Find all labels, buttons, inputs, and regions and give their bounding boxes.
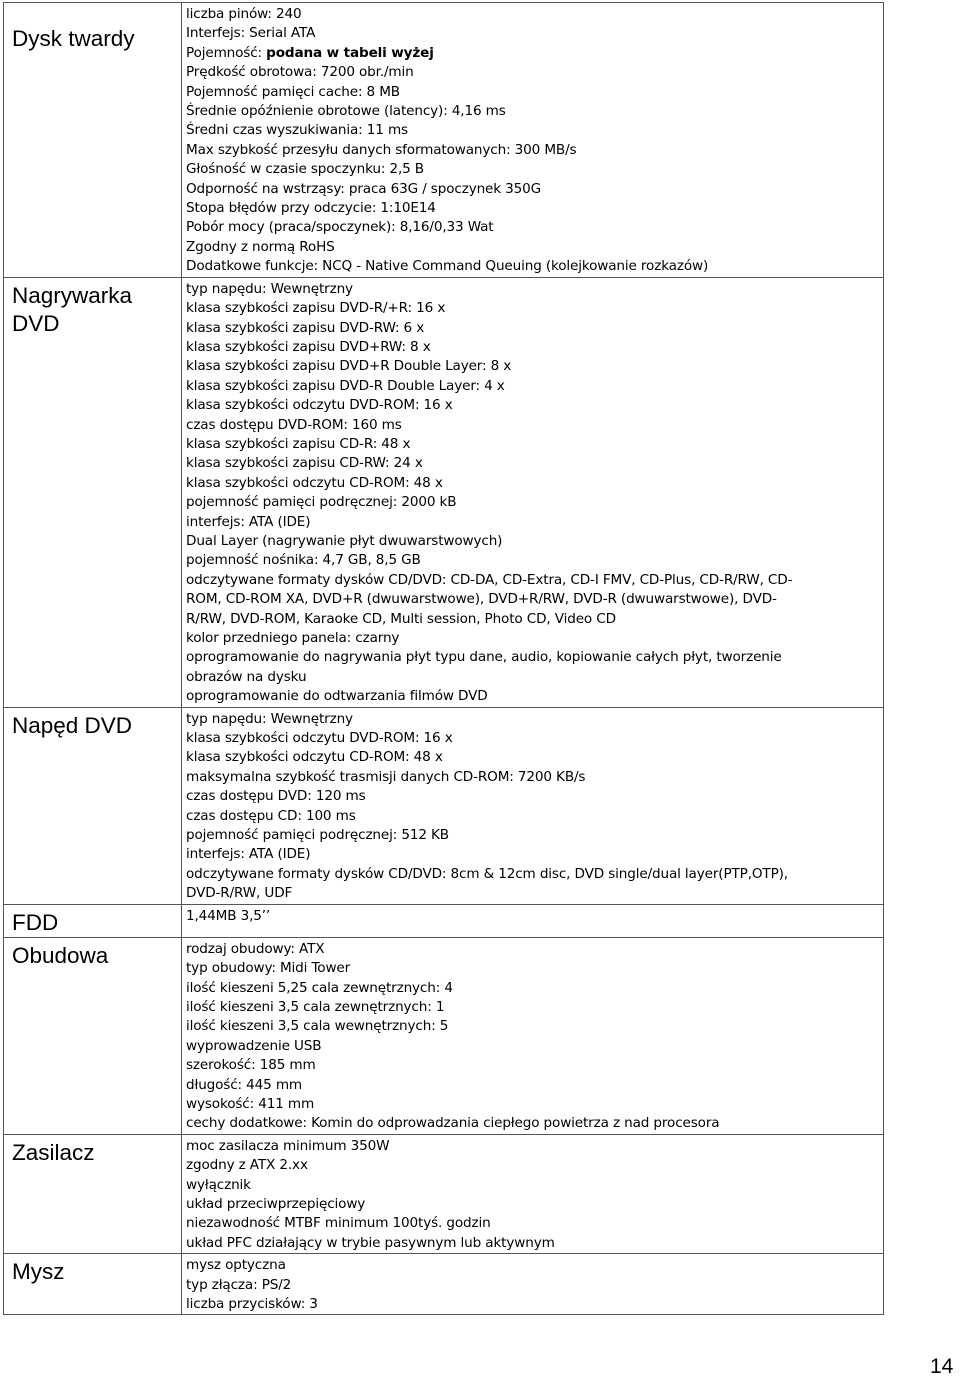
label-naped-dvd	[4, 707, 182, 904]
spec-line: Odporność na wstrząsy: praca 63G / spoczynek 350G	[186, 180, 542, 197]
label-dysk-twardy	[4, 3, 182, 278]
spec-line: ROM, CD-ROM XA, DVD+R (dwuwarstwowe), DVD+R/RW, DVD-R (dwuwarstwowe), DVD-	[186, 591, 777, 608]
spec-line: rodzaj obudowy: ATX	[186, 940, 325, 957]
spec-line: ilość kieszeni 5,25 cala zewnętrznych: 4	[186, 979, 453, 996]
spec-mysz	[182, 1254, 884, 1315]
spec-line: typ obudowy: Midi Tower	[186, 960, 351, 977]
spec-line: Max szybkość przesyłu danych sformatowanych: 300 MB/s	[186, 141, 577, 158]
spec-line: Zgodny z normą RoHS	[186, 238, 335, 255]
spec-line: liczba pinów: 240	[186, 6, 302, 22]
row-naped-dvd	[4, 707, 884, 904]
spec-line: 1,44MB 3,5’’	[186, 907, 271, 924]
spec-naped-dvd	[182, 707, 884, 904]
spec-line: czas dostępu DVD-ROM: 160 ms	[186, 416, 402, 433]
spec-fdd	[182, 904, 884, 937]
spec-table	[3, 2, 884, 1315]
spec-line: DVD-R/RW, UDF	[186, 885, 293, 902]
spec-line: klasa szybkości zapisu DVD-R Double Layer: 4 x	[186, 377, 505, 394]
spec-line: oprogramowanie do nagrywania płyt typu dane, audio, kopiowanie całych płyt, tworzenie	[186, 649, 782, 666]
spec-line: szerokość: 185 mm	[186, 1057, 316, 1074]
spec-line: klasa szybkości odczytu CD-ROM: 48 x	[186, 474, 443, 491]
spec-nagrywarka-dvd	[182, 277, 884, 707]
row-fdd	[4, 904, 884, 937]
spec-line: Dual Layer (nagrywanie płyt dwuwarstwowych)	[186, 532, 503, 549]
capacity-label: Pojemność:	[186, 44, 267, 61]
spec-line: Średni czas wyszukiwania: 11 ms	[186, 122, 408, 139]
spec-line: liczba przycisków: 3	[186, 1296, 318, 1312]
spec-line: pojemność pamięci podręcznej: 2000 kB	[186, 494, 457, 511]
spec-line: Pobór mocy (praca/spoczynek): 8,16/0,33 Wat	[186, 219, 494, 236]
spec-line: Średnie opóźnienie obrotowe (latency): 4,16 ms	[186, 103, 506, 120]
spec-line: zgodny z ATX 2.xx	[186, 1157, 308, 1174]
spec-line: układ przeciwprzepięciowy	[186, 1195, 366, 1212]
spec-line: klasa szybkości odczytu DVD-ROM: 16 x	[186, 730, 453, 747]
spec-line: klasa szybkości zapisu DVD+R Double Layer: 8 x	[186, 358, 512, 375]
spec-line: ilość kieszeni 3,5 cala wewnętrznych: 5	[186, 1018, 449, 1035]
page-number: 14	[930, 1355, 954, 1378]
row-nagrywarka-dvd	[4, 277, 884, 707]
spec-line: czas dostępu DVD: 120 ms	[186, 788, 366, 805]
capacity-value: podana w tabeli wyżej	[266, 44, 434, 61]
spec-line: Interfejs: Serial ATA	[186, 25, 316, 42]
spec-line: interfejs: ATA (IDE)	[186, 513, 311, 530]
spec-line: typ napędu: Wewnętrzny	[186, 280, 353, 297]
spec-line: klasa szybkości zapisu CD-R: 48 x	[186, 435, 411, 452]
spec-line: kolor przedniego panela: czarny	[186, 630, 400, 646]
spec-line: obrazów na dysku	[186, 668, 307, 685]
spec-line: klasa szybkości zapisu CD-RW: 24 x	[186, 455, 423, 472]
spec-line: odczytywane formaty dysków CD/DVD: CD-DA, CD-Extra, CD-I FMV, CD-Plus, CD-R/RW, CD-	[186, 571, 793, 588]
spec-line: długość: 445 mm	[186, 1076, 303, 1093]
label-naped-dvd-text: Napęd DVD	[12, 712, 133, 738]
row-obudowa	[4, 937, 884, 1134]
spec-line: klasa szybkości odczytu DVD-ROM: 16 x	[186, 397, 453, 414]
spec-line: ilość kieszeni 3,5 cala zewnętrznych: 1	[186, 998, 445, 1015]
spec-line: Prędkość obrotowa: 7200 obr./min	[186, 64, 414, 81]
spec-zasilacz	[182, 1134, 884, 1253]
spec-line: układ PFC działający w trybie pasywnym lub aktywnym	[186, 1234, 555, 1251]
row-dysk-twardy	[4, 3, 884, 278]
spec-line: oprogramowanie do odtwarzania filmów DVD	[186, 688, 488, 705]
label-obudowa	[4, 937, 182, 1134]
spec-line: wyprowadzenie USB	[186, 1037, 322, 1054]
spec-line: Głośność w czasie spoczynku: 2,5 B	[186, 161, 424, 178]
label-nagrywarka-dvd	[4, 277, 182, 707]
spec-line: klasa szybkości odczytu CD-ROM: 48 x	[186, 749, 443, 766]
label-nagrywarka-line2: DVD	[12, 310, 60, 336]
spec-line: cechy dodatkowe: Komin do odprowadzania ciepłego powietrza z nad procesora	[186, 1115, 720, 1132]
spec-line: wysokość: 411 mm	[186, 1095, 315, 1112]
spec-line: pojemność nośnika: 4,7 GB, 8,5 GB	[186, 552, 421, 569]
row-zasilacz	[4, 1134, 884, 1253]
spec-line: wyłącznik	[186, 1176, 251, 1193]
label-zasilacz	[4, 1134, 182, 1253]
spec-line: maksymalna szybkość trasmisji danych CD-ROM: 7200 KB/s	[186, 768, 586, 785]
spec-dysk-twardy	[182, 3, 884, 278]
spec-line: pojemność pamięci podręcznej: 512 KB	[186, 827, 449, 844]
spec-line: Stopa błędów przy odczycie: 1:10E14	[186, 200, 436, 217]
spec-line: niezawodność MTBF minimum 100tyś. godzin	[186, 1215, 491, 1232]
spec-line: klasa szybkości zapisu DVD-R/+R: 16 x	[186, 300, 446, 317]
spec-line: typ napędu: Wewnętrzny	[186, 710, 353, 727]
spec-line-capacity	[186, 44, 880, 63]
label-nagrywarka-line1: Nagrywarka	[12, 282, 133, 308]
label-dysk-twardy-text: Dysk twardy	[12, 26, 135, 51]
spec-line: czas dostępu CD: 100 ms	[186, 807, 356, 824]
spec-line: typ złącza: PS/2	[186, 1276, 292, 1293]
spec-line: Pojemność pamięci cache: 8 MB	[186, 83, 400, 100]
label-obudowa-text: Obudowa	[12, 942, 109, 968]
spec-line: klasa szybkości zapisu DVD+RW: 8 x	[186, 338, 431, 355]
spec-obudowa	[182, 937, 884, 1134]
label-mysz	[4, 1254, 182, 1315]
label-fdd	[4, 904, 182, 937]
row-mysz	[4, 1254, 884, 1315]
label-mysz-text: Mysz	[12, 1259, 65, 1285]
label-zasilacz-text: Zasilacz	[12, 1139, 95, 1165]
spec-line: R/RW, DVD-ROM, Karaoke CD, Multi session, Photo CD, Video CD	[186, 610, 616, 627]
spec-line: odczytywane formaty dysków CD/DVD: 8cm & 12cm disc, DVD single/dual layer(PTP,OTP),	[186, 865, 788, 882]
label-fdd-text: FDD	[12, 909, 59, 935]
spec-line: klasa szybkości zapisu DVD-RW: 6 x	[186, 319, 425, 336]
spec-line: Dodatkowe funkcje: NCQ - Native Command Queuing (kolejkowanie rozkazów)	[186, 258, 709, 275]
spec-line: mysz optyczna	[186, 1257, 286, 1274]
spec-line: interfejs: ATA (IDE)	[186, 846, 311, 863]
spec-line: moc zasilacza minimum 350W	[186, 1137, 390, 1154]
